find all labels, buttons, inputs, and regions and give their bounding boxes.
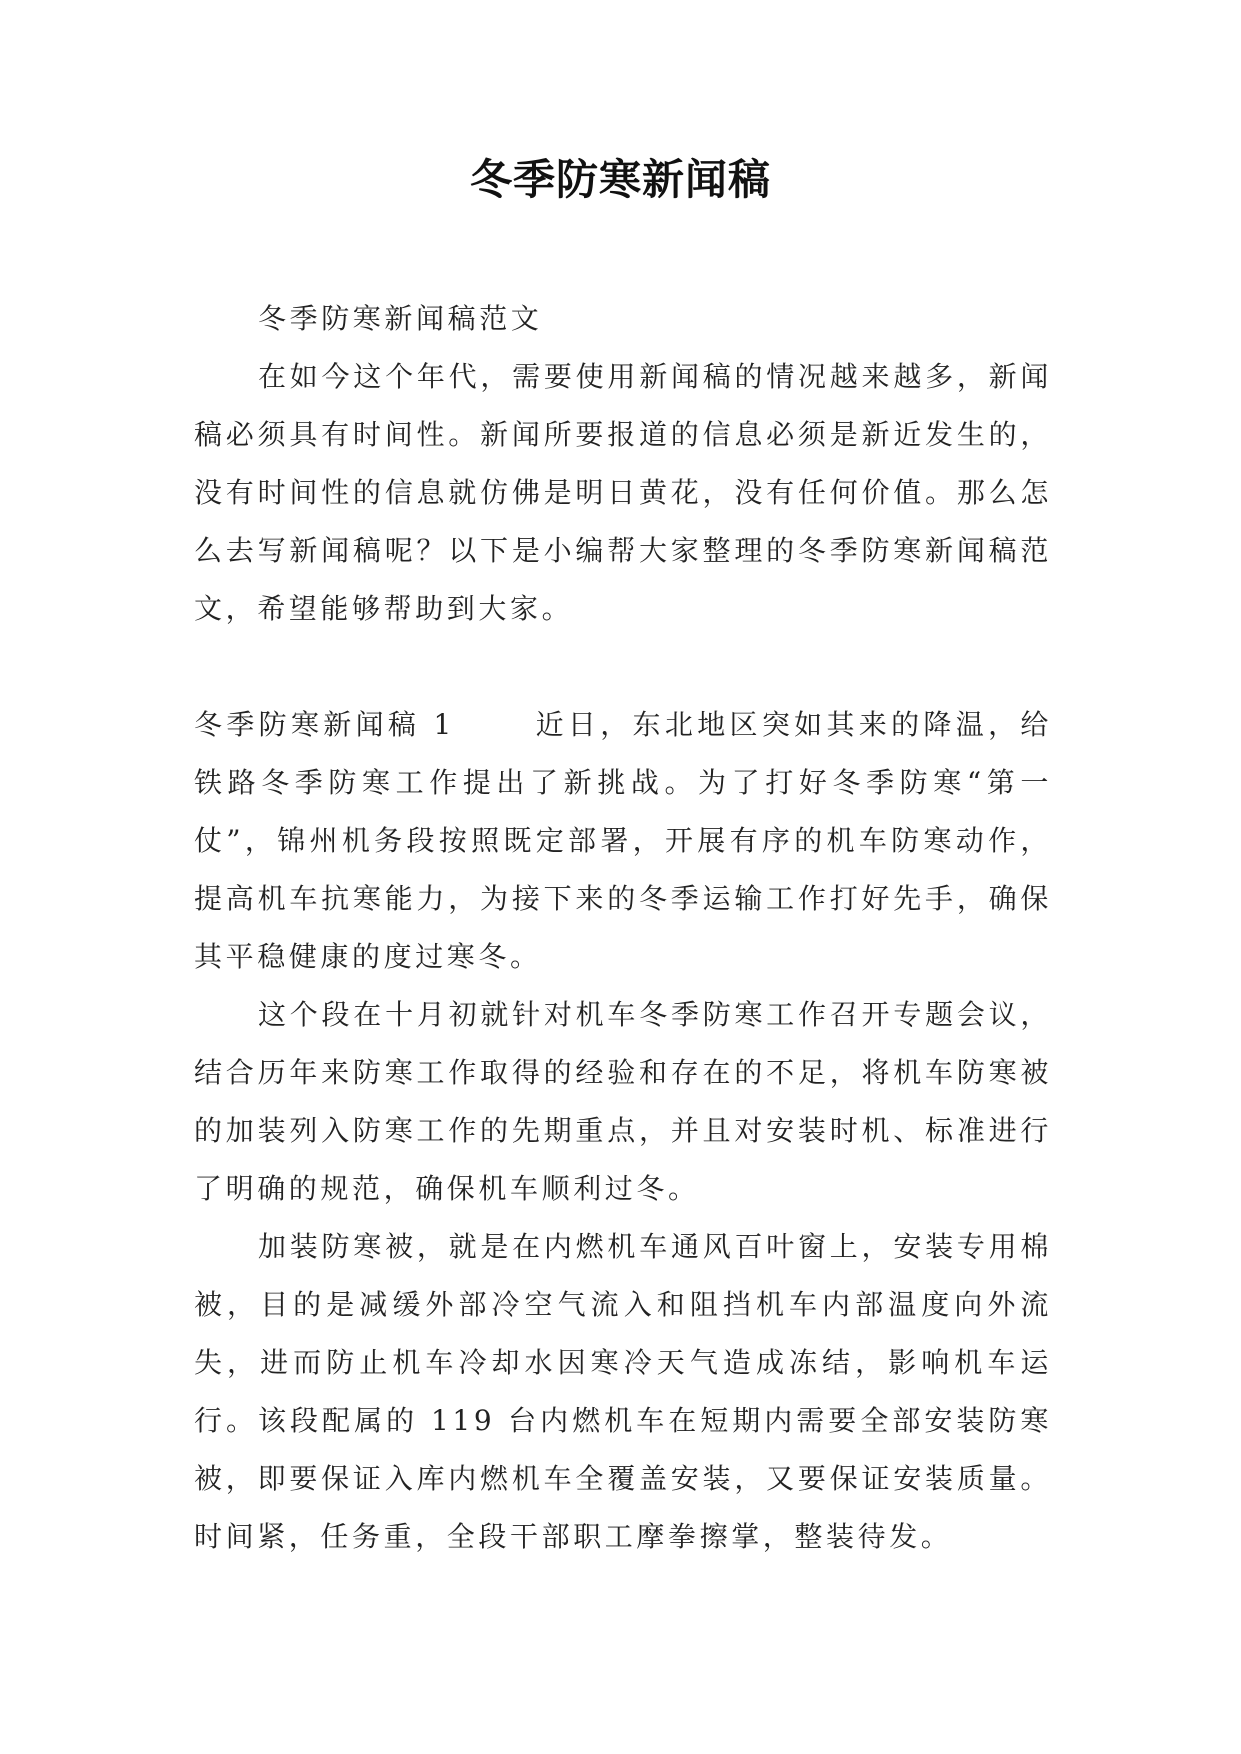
section-spacer (194, 638, 1052, 696)
section-1-lead-paragraph (194, 696, 1052, 986)
section-1-lead-text: 近日，东北地区突如其来的降温，给铁路冬季防寒工作提出了新挑战。为了打好冬季防寒“第一仗”，锦州机务段按照既定部署，开展有序的机车防寒动作，提高机车抗寒能力，为接下来的冬季运输工作打好先手，确保其平稳健康的度过寒冬。 (194, 708, 1052, 973)
section-1-heading: 冬季防寒新闻稿 1 (194, 708, 455, 741)
section-1-paragraph: 这个段在十月初就针对机车冬季防寒工作召开专题会议，结合历年来防寒工作取得的经验和存在的不足，将机车防寒被的加装列入防寒工作的先期重点，并且对安装时机、标准进行了明确的规范，确保机车顺利过冬。 (194, 998, 1052, 1205)
intro-paragraph: 在如今这个年代，需要使用新闻稿的情况越来越多，新闻稿必须具有时间性。新闻所要报道的信息必须是新近发生的，没有时间性的信息就仿佛是明日黄花，没有任何价值。那么怎么去写新闻稿呢？以下是小编帮大家整理的冬季防寒新闻稿范文，希望能够帮助到大家。 (194, 360, 1052, 625)
document-title: 冬季防寒新闻稿 (469, 155, 771, 204)
document-body (194, 290, 1052, 1566)
document-subtitle: 冬季防寒新闻稿范文 (258, 302, 543, 335)
section-1-paragraph: 加装防寒被，就是在内燃机车通风百叶窗上，安装专用棉被，目的是减缓外部冷空气流入和阻挡机车内部温度向外流失，进而防止机车冷却水因寒冷天气造成冻结，影响机车运行。该段配属的 119 台内燃机车在短期内需要全部安装防寒被，即要保证入库内燃机车全覆盖安装，又要保证安装质量。时间紧，任务重，全段干部职工摩拳擦掌，整装待发。 (194, 1230, 1052, 1553)
